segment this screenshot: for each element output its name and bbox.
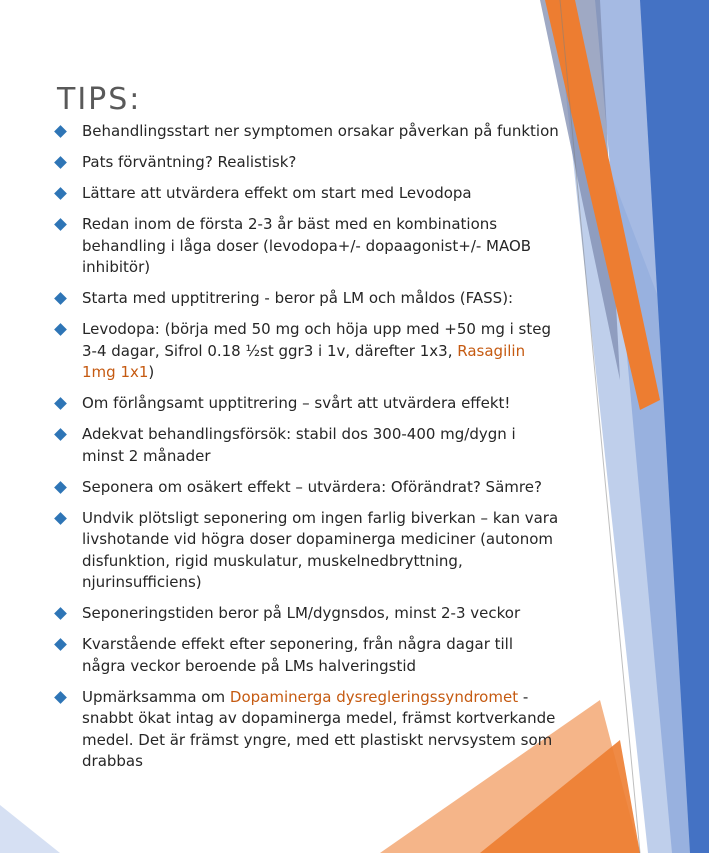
bullet-text: ) (148, 363, 155, 381)
list-item (55, 687, 560, 773)
list-item (55, 288, 560, 310)
bullet-text: Seponera om osäkert effekt – utvärdera: Oförändrat? Sämre? (82, 477, 542, 496)
bullet-text: Adekvat behandlingsförsök: stabil dos 300-400 mg/dygn i minst 2 månader (82, 425, 516, 465)
list-item (55, 319, 560, 384)
bullet-text: Behandlingsstart ner symptomen orsakar påverkan på funktion (82, 122, 559, 140)
bullet-text: Kvarstående effekt efter seponering, från några dagar till några veckor beroende på LMs halveringstid (82, 635, 514, 675)
bullet-list (55, 121, 560, 782)
list-item (55, 183, 560, 205)
highlighted-text: Dopaminerga dysregleringssyndromet (229, 687, 519, 706)
list-item (55, 603, 560, 625)
diamond-bullet-icon (54, 156, 67, 169)
bullet-text: Starta med upptitrering - beror på LM och måldos (FASS): (82, 289, 514, 307)
list-item (55, 634, 560, 677)
diamond-bullet-icon (54, 218, 67, 231)
slide-title: TIPS: (57, 82, 142, 117)
diamond-bullet-icon (54, 481, 67, 494)
diamond-bullet-icon (54, 323, 67, 336)
diamond-bullet-icon (54, 292, 67, 305)
bullet-text: Upmärksamma om (82, 687, 230, 706)
list-item (55, 121, 560, 143)
list-item (55, 393, 560, 415)
bullet-text: - snabbt ökat intag av dopaminerga medel, främst kortverkande medel. Det är främst yngre, med ett plastiskt nervsystem som drabbas (82, 687, 556, 770)
list-item (55, 424, 560, 467)
diamond-bullet-icon (54, 638, 67, 651)
bullet-text: Redan inom de första 2-3 år bäst med en kombinations behandling i låga doser (levodopa+/- dopaagonist+/- MAOB inhibitör) (82, 215, 532, 276)
diamond-bullet-icon (54, 428, 67, 441)
diamond-bullet-icon (54, 607, 67, 620)
list-item (55, 477, 560, 499)
list-item (55, 152, 560, 174)
bullet-text: Om förlångsamt upptitrering – svårt att utvärdera effekt! (82, 394, 511, 412)
bullet-text: Pats förväntning? Realistisk? (82, 153, 297, 171)
bullet-text: Levodopa: (börja med 50 mg och höja upp med +50 mg i steg 3-4 dagar, Sifrol 0.18 ½st ggr3 i 1v, därefter 1x3, (82, 320, 552, 360)
diamond-bullet-icon (54, 125, 67, 138)
bullet-text: Lättare att utvärdera effekt om start med Levodopa (82, 184, 472, 202)
bullet-text: Undvik plötsligt seponering om ingen farlig biverkan – kan vara livshotande vid högra doser dopaminerga mediciner (autonom disfunktion, rigid muskulatur, muskelnedbryttning, njurinsufficiens) (82, 508, 559, 591)
list-item (55, 508, 560, 594)
diamond-bullet-icon (54, 187, 67, 200)
bullet-text: Seponeringstiden beror på LM/dygnsdos, minst 2-3 veckor (82, 604, 521, 622)
diamond-bullet-icon (54, 512, 67, 525)
highlighted-text: Rasagilin 1mg 1x1 (82, 341, 526, 381)
diamond-bullet-icon (54, 397, 67, 410)
diamond-bullet-icon (54, 691, 67, 704)
list-item (55, 214, 560, 279)
